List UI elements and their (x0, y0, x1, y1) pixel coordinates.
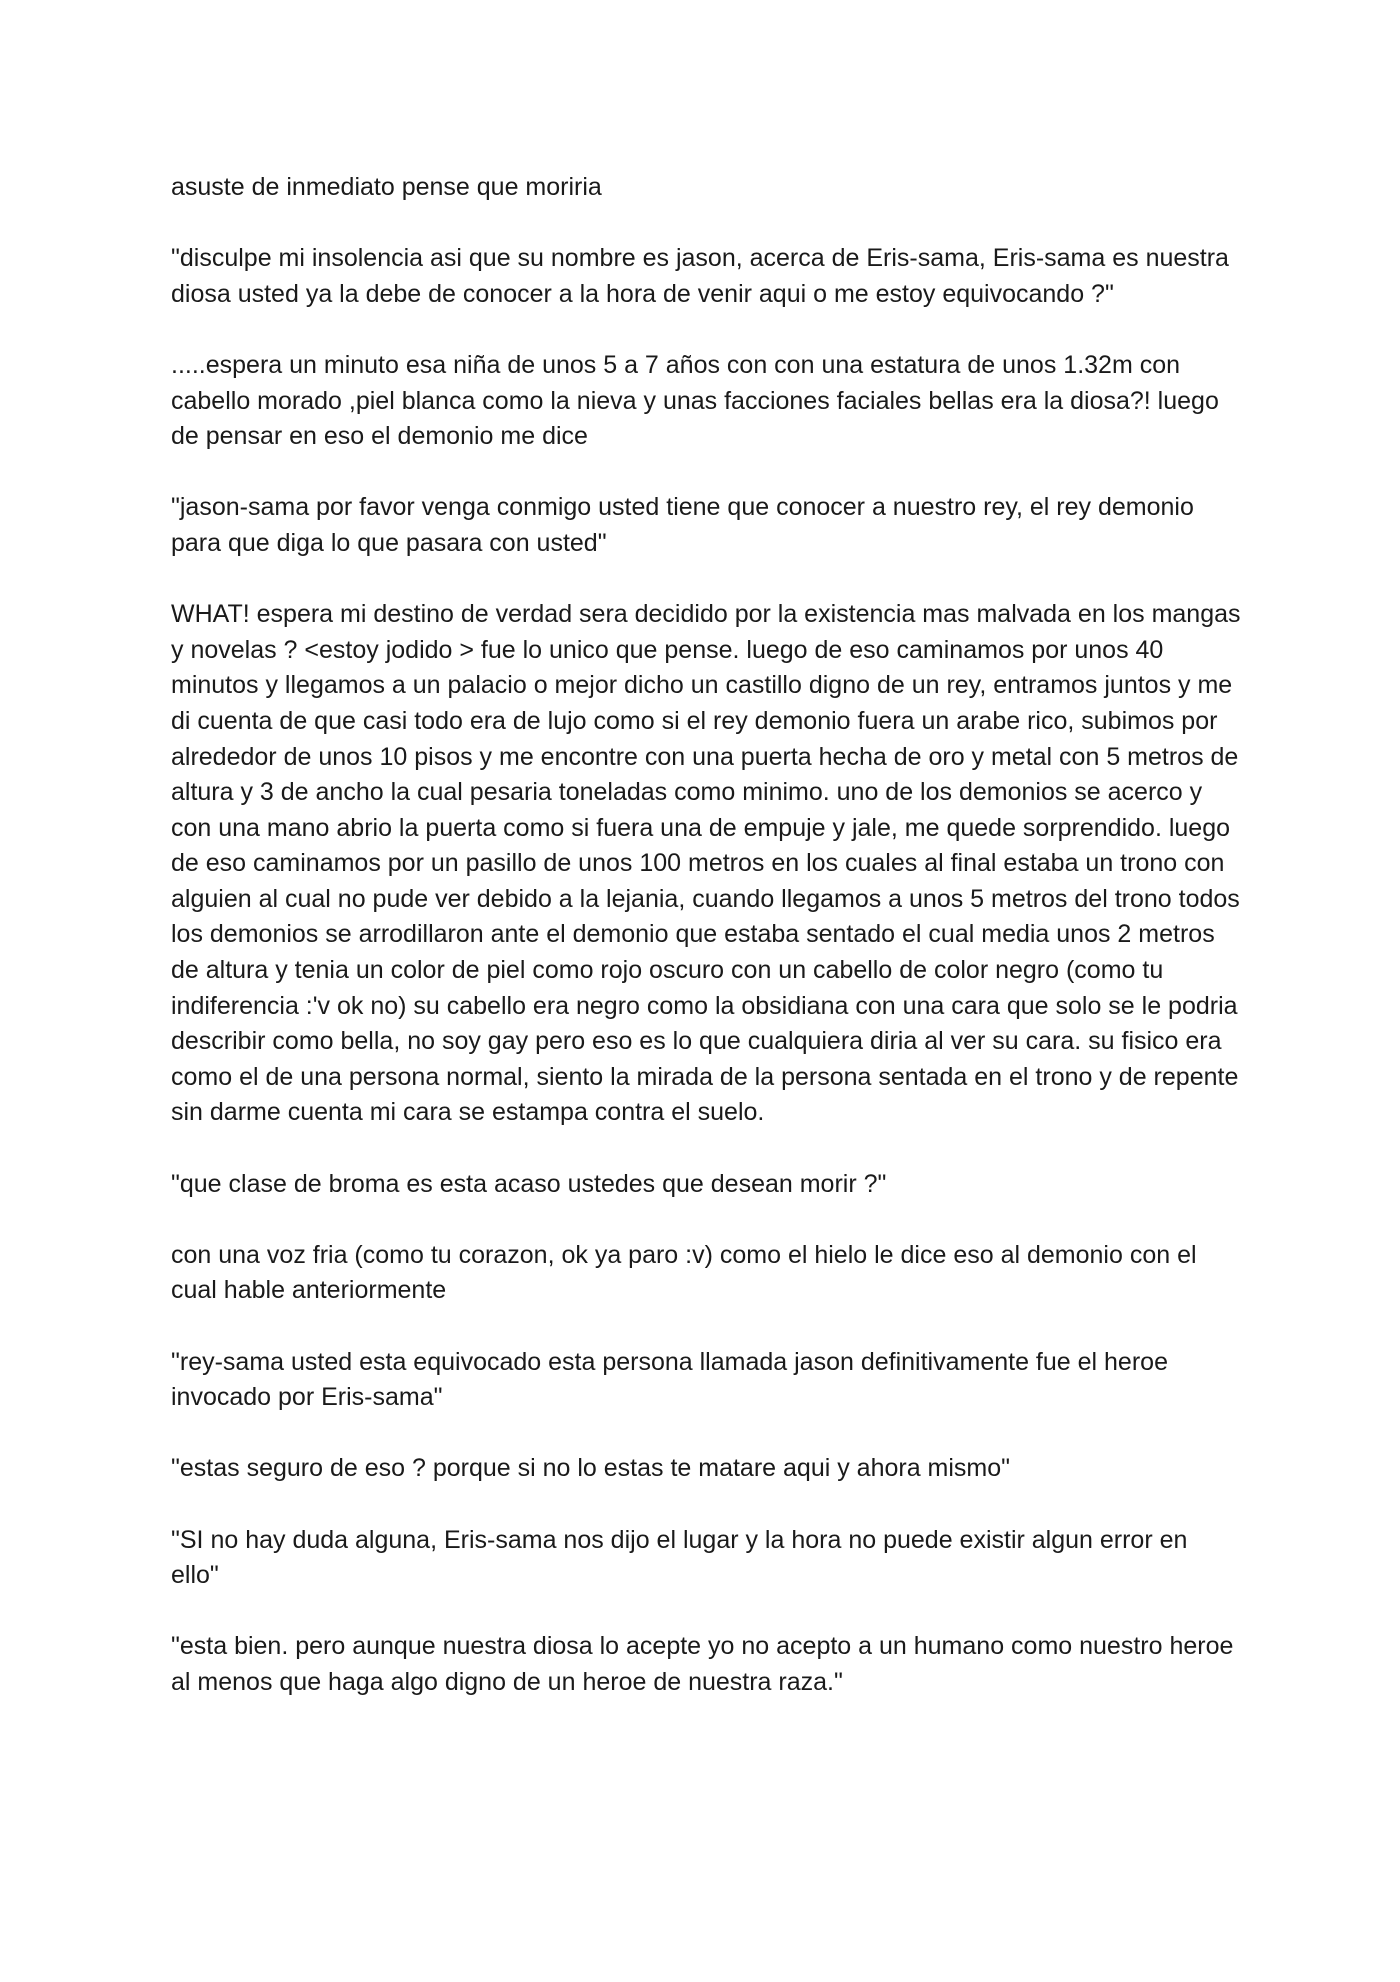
paragraph-2: "disculpe mi insolencia asi que su nombre es jason, acerca de Eris-sama, Eris-sama es nuestra diosa usted ya la debe de conocer a la hora de venir aqui o me estoy equivocando ?" (171, 244, 1229, 308)
paragraph-11: "esta bien. pero aunque nuestra diosa lo acepte yo no acepto a un humano como nuestro heroe al menos que haga algo digno de un heroe de nuestra raza." (171, 1632, 1234, 1696)
paragraph-8: "rey-sama usted esta equivocado esta persona llamada jason definitivamente fue el heroe invocado por Eris-sama" (171, 1347, 1168, 1412)
paragraph-3: .....espera un minuto esa niña de unos 5 a 7 años con con una estatura de unos 1.32m con cabello morado ,piel blanca como la nieva y unas facciones faciales bellas era la diosa?! luego de pensar en eso el demonio me dice (171, 350, 1219, 451)
paragraph-1: asuste de inmediato pense que moriria (171, 173, 602, 201)
paragraph-5: WHAT! espera mi destino de verdad sera decidido por la existencia mas malvada en los mangas y novelas ? <estoy jodido > fue lo unico que pense. luego de eso caminamos por unos 40 minutos y llegamos a un palacio o mejor dicho un castillo digno de un rey, entramos juntos y me di cuenta de que casi todo era de lujo como si el rey demonio fuera un arabe rico, subimos por alrededor de unos 10 pisos y me encontre con una puerta hecha de oro y metal con 5 metros de altura y 3 de ancho la cual pesaria toneladas como minimo. uno de los demonios se acerco y con una mano abrio la puerta como si fuera una de empuje y jale, me quede sorprendido. luego de eso caminamos por un pasillo de unos 100 metros en los cuales al final estaba un trono con alguien al cual no pude ver debido a la lejania, cuando llegamos a unos 5 metros del trono todos los demonios se arrodillaron ante el demonio que estaba sentado el cual media unos 2 metros de altura y tenia un color de piel como rojo oscuro con un cabello de color negro (como tu indiferencia :'v ok no) su cabello era negro como la obsidiana con una cara que solo se le podria describir como bella, no soy gay pero eso es lo que cualquiera diria al ver su cara. su fisico era como el de una persona normal, siento la mirada de la persona sentada en el trono y de repente sin darme cuenta mi cara se estampa contra el suelo. (171, 600, 1241, 1127)
paragraph-9: "estas seguro de eso ? porque si no lo estas te matare aqui y ahora mismo" (171, 1454, 1011, 1483)
paragraph-4: "jason-sama por favor venga conmigo usted tiene que conocer a nuestro rey, el rey demonio para que diga lo que pasara con usted" (171, 493, 1194, 557)
paragraph-7: con una voz fria (como tu corazon, ok ya paro :v) como el hielo le dice eso al demonio con el cual hable anteriormente (171, 1240, 1197, 1305)
paragraph-6: "que clase de broma es esta acaso ustedes que desean morir ?" (171, 1169, 887, 1198)
document-body (171, 170, 1241, 1736)
paragraph-10: "SI no hay duda alguna, Eris-sama nos dijo el lugar y la hora no puede existir algun error en ello" (171, 1525, 1188, 1590)
